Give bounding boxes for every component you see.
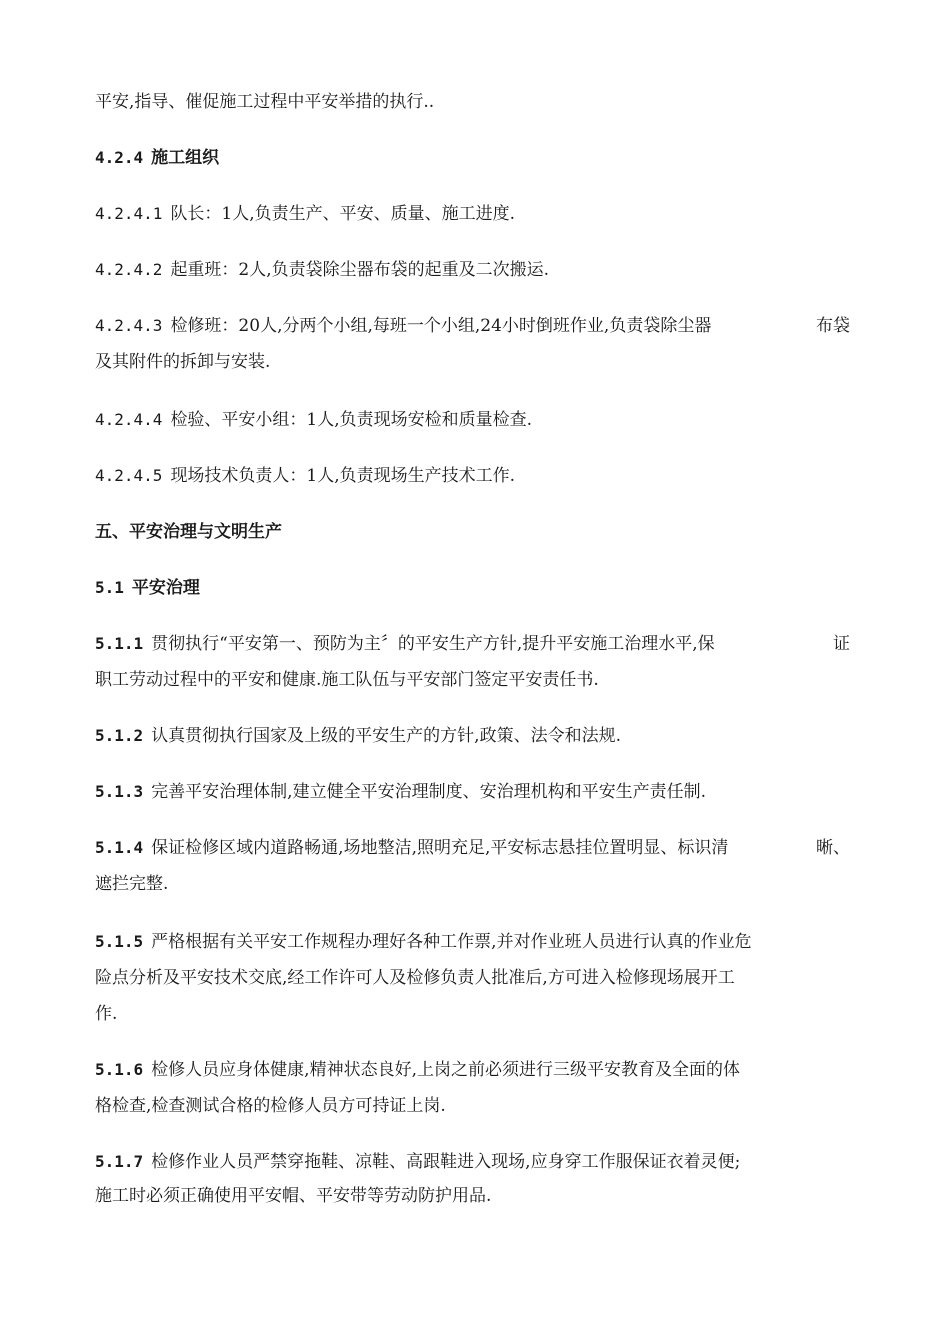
paragraph-continuation (95, 1004, 117, 1024)
paragraph-continuation (95, 874, 168, 894)
item-number: 4.2.4.3 (95, 316, 163, 335)
item-number: 4.2.4.5 (95, 466, 163, 485)
item-text: 严格根据有关平安工作规程办理好各种工作票,并对作业班人员进行认真的作业危 (151, 932, 752, 952)
section-number: 5.1 (95, 578, 124, 597)
paragraph-5-1-2 (95, 726, 621, 746)
item-text: 保证检修区域内道路畅通,场地整洁,照明充足,平安标志悬挂位置明显、标识清 (151, 838, 729, 858)
text: 施工时必须正确使用平安帽、平安带等劳动防护用品. (95, 1186, 492, 1206)
text: 作. (95, 1004, 118, 1024)
text: 遮拦完整. (95, 874, 169, 894)
item-number: 5.1.3 (95, 782, 144, 801)
section-title: 平安治理 (131, 578, 200, 598)
text: 平安,指导、催促施工过程中平安举措的执行.. (95, 92, 435, 112)
item-number: 5.1.5 (95, 932, 144, 951)
item-number: 5.1.1 (95, 634, 144, 653)
paragraph-5-1-3 (95, 782, 706, 802)
item-text: 队长：1人,负责生产、平安、质量、施工进度. (170, 204, 516, 224)
item-number: 5.1.4 (95, 838, 144, 857)
paragraph-continuation (95, 352, 270, 372)
item-number: 4.2.4.4 (95, 410, 163, 429)
paragraph-continuation (95, 670, 599, 690)
section-title: 施工组织 (151, 148, 220, 168)
paragraph-5-1-1 (95, 634, 850, 654)
item-text: 检验、平安小组：1人,负责现场安检和质量检查. (170, 410, 533, 430)
paragraph-5-1-6 (95, 1060, 740, 1080)
item-text-end: 证 (833, 634, 850, 654)
text: 险点分析及平安技术交底,经工作许可人及检修负责人批准后,方可进入检修现场展开工 (95, 968, 735, 988)
text: 及其附件的拆卸与安装. (95, 352, 271, 372)
item-number: 4.2.4.2 (95, 260, 163, 279)
item-text: 检修人员应身体健康,精神状态良好,上岗之前必须进行三级平安教育及全面的体 (151, 1060, 740, 1080)
chapter-heading-5 (95, 522, 282, 542)
paragraph-4-2-4-4 (95, 410, 532, 430)
paragraph-4-2-4-5 (95, 466, 515, 486)
item-number: 5.1.6 (95, 1060, 144, 1079)
paragraph-continuation (95, 968, 735, 988)
item-text: 检修作业人员严禁穿拖鞋、凉鞋、高跟鞋进入现场,应身穿工作服保证衣着灵便; (151, 1152, 741, 1172)
section-number: 4.2.4 (95, 148, 144, 167)
paragraph-4-2-4-3 (95, 316, 850, 336)
paragraph-5-1-7 (95, 1152, 740, 1172)
paragraph-4-2-4-1 (95, 204, 515, 224)
item-number: 5.1.7 (95, 1152, 144, 1171)
chapter-title: 五、平安治理与文明生产 (95, 522, 282, 542)
item-number: 5.1.2 (95, 726, 144, 745)
item-text: 现场技术负责人：1人,负责现场生产技术工作. (170, 466, 516, 486)
item-text: 认真贯彻执行国家及上级的平安生产的方针,政策、法令和法规. (151, 726, 621, 746)
paragraph-continuation (95, 1186, 491, 1206)
item-text-end: 晰、 (816, 838, 850, 858)
item-text: 起重班：2人,负责袋除尘器布袋的起重及二次搬运. (170, 260, 550, 280)
section-heading-4-2-4 (95, 148, 219, 168)
section-heading-5-1 (95, 578, 200, 598)
paragraph-5-1-5 (95, 932, 752, 952)
text: 职工劳动过程中的平安和健康.施工队伍与平安部门签定平安责任书. (95, 670, 599, 690)
paragraph-continuation (95, 1096, 446, 1116)
paragraph-5-1-4 (95, 838, 850, 858)
item-text: 检修班：20人,分两个小组,每班一个小组,24小时倒班作业,负责袋除尘器 (170, 316, 712, 336)
item-text-end: 布袋 (816, 316, 850, 336)
item-text: 完善平安治理体制,建立健全平安治理制度、安治理机构和平安生产责任制. (151, 782, 706, 802)
paragraph-4-2-4-2 (95, 260, 549, 280)
text: 格检查,检查测试合格的检修人员方可持证上岗. (95, 1096, 446, 1116)
item-number: 4.2.4.1 (95, 204, 163, 223)
item-text: 贯彻执行“平安第一、预防为主〞的平安生产方针,提升平安施工治理水平,保 (151, 634, 715, 654)
paragraph-line (95, 92, 434, 112)
